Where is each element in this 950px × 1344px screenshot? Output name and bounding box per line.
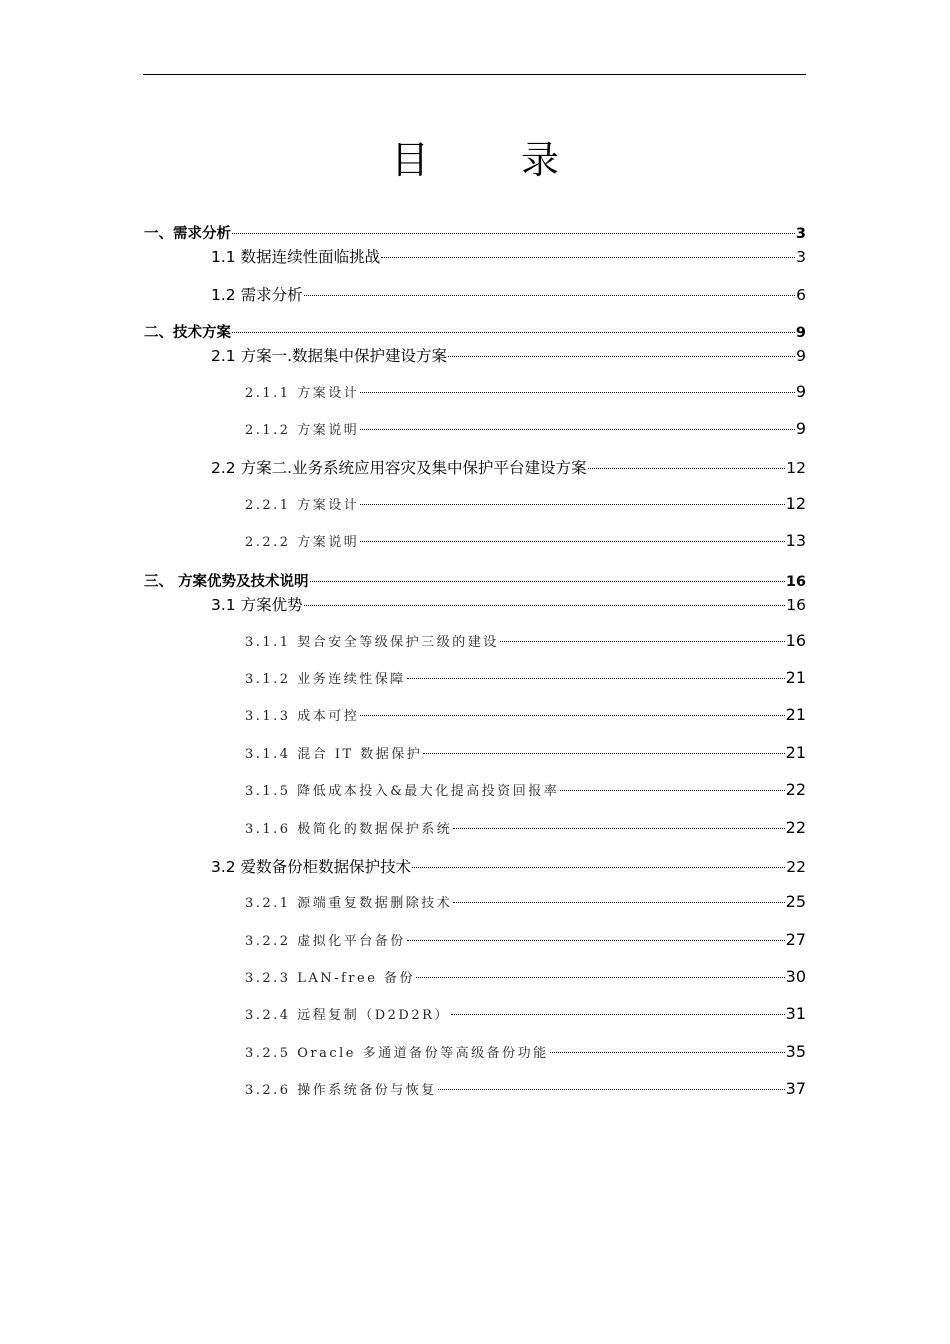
toc-entry-page: 30 (785, 967, 806, 986)
toc-entry-label: 3.2.1 源端重复数据删除技术 (245, 896, 453, 911)
toc-leader (453, 902, 784, 903)
toc-entry-page: 6 (796, 286, 806, 304)
toc-entry-page: 35 (785, 1042, 806, 1061)
toc-leader (407, 940, 785, 941)
toc-entry-label: 3.1.1 契合安全等级保护三级的建设 (245, 635, 499, 650)
toc-entry-label: 3.1.4 混合 IT 数据保护 (245, 747, 423, 762)
toc-entry-label: 3.2.6 操作系统备份与恢复 (245, 1083, 437, 1098)
toc-entry-label: 2.1.2 方案说明 (245, 423, 360, 438)
toc-leader (407, 678, 785, 679)
toc-entry-page: 12 (786, 459, 806, 477)
toc-entry-page: 3 (796, 248, 806, 266)
toc-entry-page: 37 (785, 1079, 806, 1098)
toc-entry-page: 16 (785, 574, 806, 590)
toc-leader (304, 605, 786, 606)
toc-entry-label: 3.1 方案优势 (211, 596, 303, 614)
toc-entry-label: 2.2 方案二.业务系统应用容灾及集中保护平台建设方案 (211, 459, 587, 477)
toc-entry-page: 21 (785, 743, 806, 762)
toc-entry[interactable] (211, 283, 806, 305)
toc-entry-page: 27 (785, 930, 806, 949)
toc-entry-page: 31 (785, 1004, 806, 1023)
toc-entry-label: 2.2.1 方案设计 (245, 498, 360, 513)
toc-entry-label: 3.2 爱数备份柜数据保护技术 (211, 858, 412, 876)
toc-entry[interactable] (144, 222, 806, 243)
toc-entry-page: 22 (785, 780, 806, 799)
toc-entry[interactable] (245, 419, 806, 438)
toc-leader (500, 641, 785, 642)
toc-entry-page: 21 (785, 668, 806, 687)
toc-entry-label: 2.1.1 方案设计 (245, 386, 360, 401)
page-title: 目 录 (390, 138, 600, 182)
toc-entry-label: 3.1.5 降低成本投入&最大化提高投资回报率 (245, 784, 560, 799)
toc-entry-label: 三、 方案优势及技术说明 (144, 574, 309, 590)
toc-entry-label: 3.2.4 远程复制（D2D2R） (245, 1008, 450, 1023)
toc-entry-label: 3.1.3 成本可控 (245, 709, 360, 724)
toc-leader (310, 581, 785, 582)
toc-entry-label: 2.1 方案一.数据集中保护建设方案 (211, 347, 448, 365)
toc-leader (360, 504, 784, 505)
toc-entry-page: 25 (785, 892, 806, 911)
toc-entry[interactable] (144, 570, 806, 591)
toc-leader (438, 1089, 785, 1090)
toc-entry-page: 9 (795, 382, 806, 401)
toc-entry-label: 2.2.2 方案说明 (245, 535, 360, 550)
toc-leader (448, 356, 795, 357)
toc-entry[interactable] (211, 855, 806, 877)
toc-entry-page: 12 (785, 494, 806, 513)
toc-entry[interactable] (245, 930, 806, 949)
toc-entry-page: 22 (785, 818, 806, 837)
toc-entry-label: 3.2.3 LAN-free 备份 (245, 971, 416, 986)
toc-entry[interactable] (211, 344, 806, 366)
toc-entry[interactable] (245, 743, 806, 762)
toc-entry-page: 9 (795, 419, 806, 438)
toc-leader (360, 541, 784, 542)
toc-entry[interactable] (211, 593, 806, 615)
toc-entry[interactable] (245, 494, 806, 513)
toc-entry[interactable] (245, 780, 806, 799)
toc-entry[interactable] (245, 818, 806, 837)
toc-leader (453, 828, 784, 829)
toc-entry-label: 1.2 需求分析 (211, 286, 303, 304)
toc-entry[interactable] (211, 245, 806, 267)
toc-entry-label: 1.1 数据连续性面临挑战 (211, 248, 381, 266)
toc-leader (304, 295, 796, 296)
toc-leader (232, 332, 795, 333)
toc-entry[interactable] (245, 892, 806, 911)
toc-entry[interactable] (211, 456, 806, 478)
toc-entry[interactable] (245, 1042, 806, 1061)
toc-entry-page: 22 (786, 858, 806, 876)
toc-entry-label: 3.1.6 极简化的数据保护系统 (245, 822, 453, 837)
toc-leader (360, 715, 784, 716)
toc-entry-page: 9 (796, 347, 806, 365)
toc-entry[interactable] (245, 382, 806, 401)
toc-leader (588, 468, 786, 469)
toc-entry-page: 16 (785, 631, 806, 650)
toc-leader (381, 257, 795, 258)
toc-entry[interactable] (245, 1004, 806, 1023)
toc-leader (560, 790, 784, 791)
toc-entry-label: 3.1.2 业务连续性保障 (245, 672, 406, 687)
toc-entry-label: 3.2.5 Oracle 多通道备份等高级备份功能 (245, 1046, 549, 1061)
toc-entry[interactable] (144, 321, 806, 342)
toc-leader (232, 233, 795, 234)
toc-entry-page: 16 (786, 596, 806, 614)
toc-entry-label: 二、技术方案 (144, 325, 231, 341)
toc-entry[interactable] (245, 668, 806, 687)
toc-entry-page: 9 (795, 325, 806, 341)
toc-entry-page: 13 (785, 531, 806, 550)
toc-leader (423, 753, 784, 754)
toc-entry[interactable] (245, 705, 806, 724)
toc-leader (416, 977, 785, 978)
toc-leader (360, 429, 795, 430)
toc-entry[interactable] (245, 1079, 806, 1098)
toc-leader (550, 1052, 785, 1053)
toc-entry[interactable] (245, 531, 806, 550)
toc-leader (412, 867, 785, 868)
toc-entry-page: 21 (785, 705, 806, 724)
toc-entry[interactable] (245, 967, 806, 986)
toc-leader (360, 392, 795, 393)
toc-entry[interactable] (245, 631, 806, 650)
toc-entry-label: 一、需求分析 (144, 226, 231, 242)
toc-leader (451, 1014, 785, 1015)
toc-entry-label: 3.2.2 虚拟化平台备份 (245, 934, 406, 949)
toc-entry-page: 3 (795, 226, 806, 242)
